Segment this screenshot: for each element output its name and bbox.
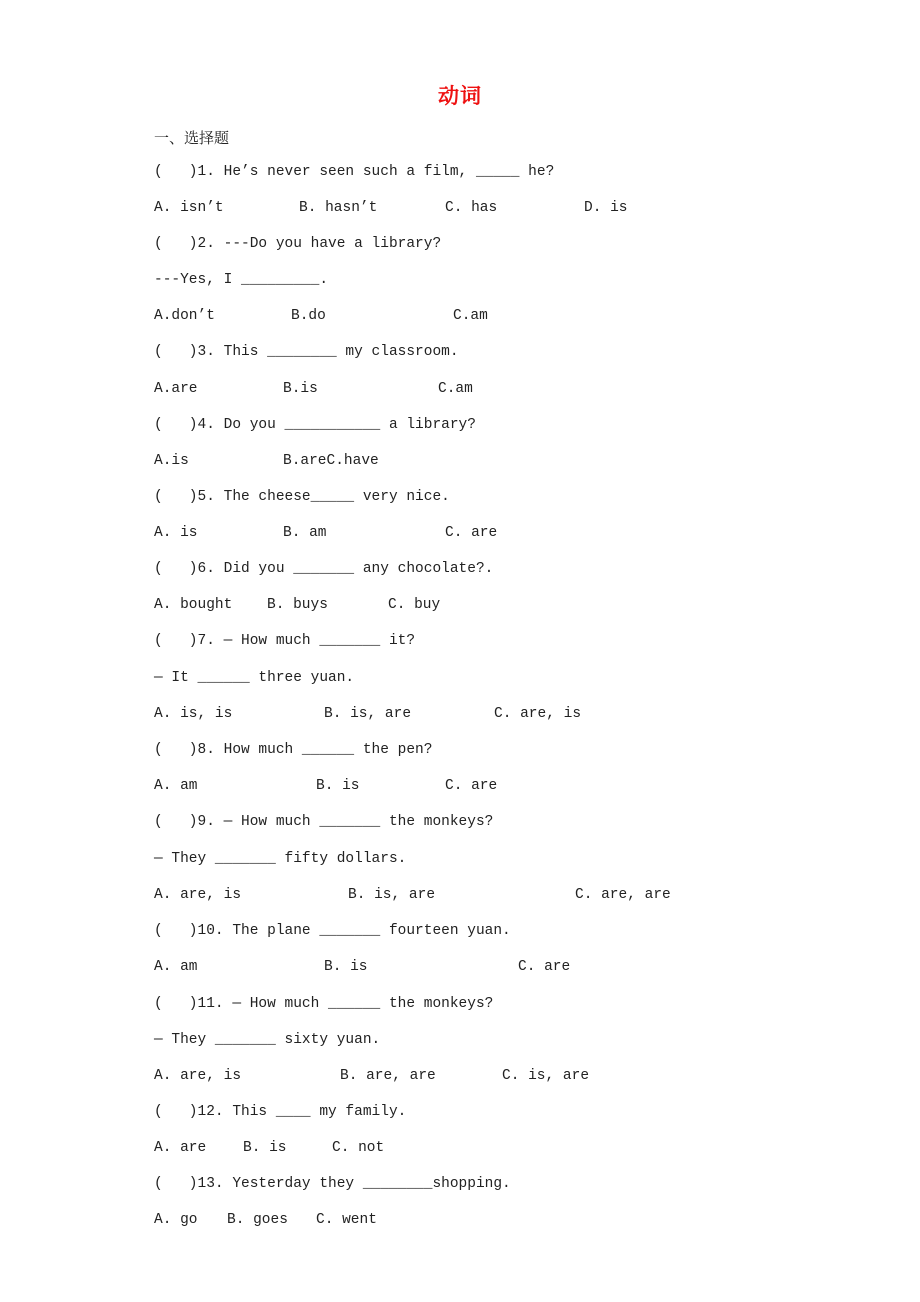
option-row [154, 452, 754, 470]
answer-option: C. are [445, 525, 498, 541]
answer-option: C. went [316, 1212, 377, 1228]
answer-option: C. buy [388, 597, 441, 613]
answer-option: A. am [154, 778, 198, 794]
question-stem: ( )5. The cheese_____ very nice. [154, 489, 450, 505]
answer-option: C. is, are [502, 1068, 590, 1084]
answer-option: A. is, is [154, 706, 233, 722]
document-title: 动词 [438, 84, 482, 108]
option-row [154, 1067, 754, 1085]
question-stem: ( )9. — How much _______ the monkeys? [154, 814, 494, 830]
answer-option: A. are, is [154, 1068, 242, 1084]
option-row [154, 1211, 754, 1229]
option-row [154, 1139, 754, 1157]
answer-option: B. are, are [340, 1068, 436, 1084]
answer-option: C. not [332, 1140, 385, 1156]
answer-option: B. is [324, 959, 368, 975]
option-row [154, 199, 754, 217]
answer-option: A. are, is [154, 887, 242, 903]
question-reply: — They _______ fifty dollars. [154, 851, 407, 867]
option-row [154, 705, 754, 723]
question-stem: ( )11. — How much ______ the monkeys? [154, 996, 494, 1012]
question-reply: ---Yes, I _________. [154, 272, 329, 288]
answer-option: C. are [518, 959, 571, 975]
answer-option: B. is, are [324, 706, 412, 722]
question-stem: ( )13. Yesterday they ________shopping. [154, 1176, 511, 1192]
question-stem: ( )2. ---Do you have a library? [154, 236, 442, 252]
answer-option: D. is [584, 200, 628, 216]
answer-option: B.do [291, 308, 326, 324]
section-heading: 一、选择题 [154, 129, 230, 147]
answer-option: A.don’t [154, 308, 215, 324]
option-row [154, 886, 754, 904]
answer-option: C.am [438, 381, 473, 397]
answer-option: B. is [243, 1140, 287, 1156]
answer-option: C.am [453, 308, 488, 324]
question-reply: — It ______ three yuan. [154, 670, 355, 686]
question-stem: ( )1. He’s never seen such a film, _____ he? [154, 164, 555, 180]
answer-option: B. is, are [348, 887, 436, 903]
question-stem: ( )10. The plane _______ fourteen yuan. [154, 923, 511, 939]
option-row [154, 596, 754, 614]
answer-option: C. has [445, 200, 498, 216]
answer-option: B.is [283, 381, 318, 397]
answer-option: C. are, are [575, 887, 671, 903]
question-stem: ( )8. How much ______ the pen? [154, 742, 433, 758]
question-stem: ( )3. This ________ my classroom. [154, 344, 459, 360]
question-reply: — They _______ sixty yuan. [154, 1032, 381, 1048]
answer-option: A. bought [154, 597, 233, 613]
option-row [154, 777, 754, 795]
answer-option: B. hasn’t [299, 200, 378, 216]
question-stem: ( )6. Did you _______ any chocolate?. [154, 561, 494, 577]
question-stem: ( )12. This ____ my family. [154, 1104, 407, 1120]
answer-option: A.are [154, 381, 198, 397]
answer-option: A. go [154, 1212, 198, 1228]
answer-option: B. am [283, 525, 327, 541]
option-row [154, 524, 754, 542]
answer-option: A.is [154, 453, 189, 469]
answer-option: B. goes [227, 1212, 288, 1228]
answer-option: A. are [154, 1140, 207, 1156]
answer-option: C. are [445, 778, 498, 794]
option-row [154, 958, 754, 976]
answer-option: B. is [316, 778, 360, 794]
answer-option: A. isn’t [154, 200, 224, 216]
answer-option: B. buys [267, 597, 328, 613]
question-stem: ( )4. Do you ___________ a library? [154, 417, 476, 433]
question-stem: ( )7. — How much _______ it? [154, 633, 416, 649]
answer-option: A. am [154, 959, 198, 975]
answer-option: B.areC.have [283, 453, 379, 469]
option-row [154, 307, 754, 325]
answer-option: A. is [154, 525, 198, 541]
option-row [154, 380, 754, 398]
answer-option: C. are, is [494, 706, 582, 722]
